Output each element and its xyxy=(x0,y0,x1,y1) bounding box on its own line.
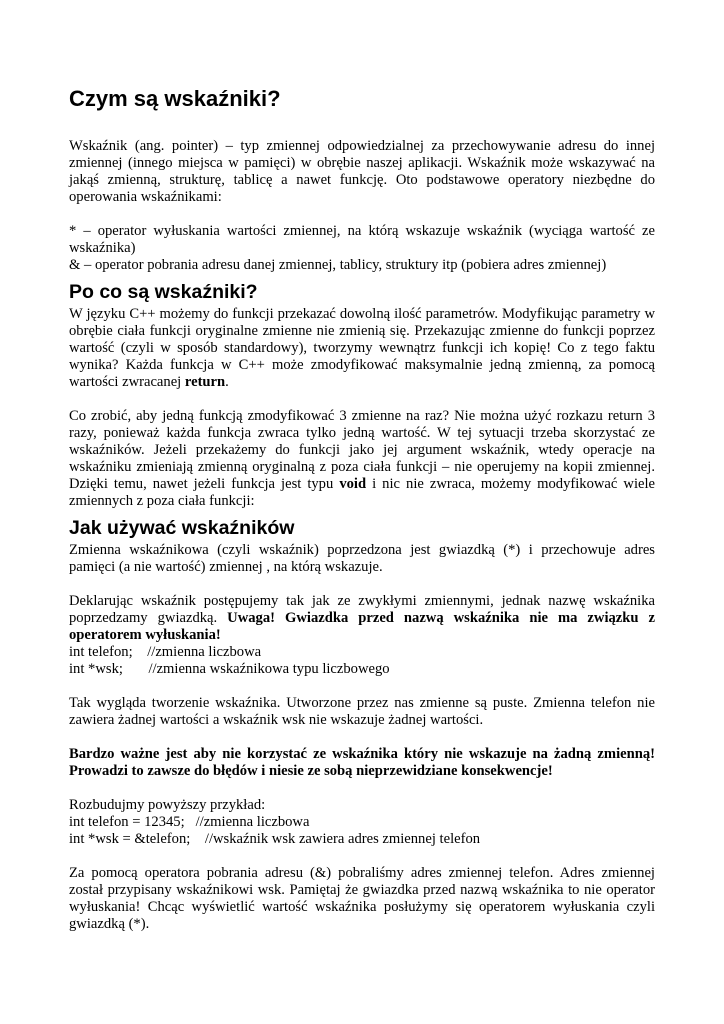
how-paragraph-4: Rozbudujmy powyższy przykład: xyxy=(69,797,266,813)
how-paragraph-1: Zmienna wskaźnikowa (czyli wskaźnik) poprzedzona jest gwiazdką (*) i przechowuje adres pamięci (a nie wartość) zmiennej , na którą wskazuje. xyxy=(69,542,655,575)
code-line: int *wsk = &telefon; //wskaźnik wsk zawiera adres zmiennej telefon xyxy=(69,831,481,847)
intro-paragraph: Wskaźnik (ang. pointer) – typ zmiennej odpowiedzialnej za przechowywanie adresu do innej zmiennej (innego miejsca w pamięci) w obrębie naszej aplikacji. Wskaźnik może wskazywać na jakąś zmienną, strukturę, tablicę a nawet funkcję. Oto podstawowe operatory niezbędne do operowania wskaźnikami: xyxy=(69,138,655,205)
code-line: int telefon; //zmienna liczbowa xyxy=(69,644,262,660)
section-heading-why: Po co są wskaźniki? xyxy=(69,281,258,303)
how-paragraph-3: Tak wygląda tworzenie wskaźnika. Utworzone przez nas zmienne są puste. Zmienna telefon nie zawiera żadnej wartości a wskaźnik wsk nie wskazuje żadnej wartości. xyxy=(69,695,655,728)
document-page xyxy=(69,0,655,933)
keyword-return: return xyxy=(184,374,226,390)
how-paragraph-2: Deklarując wskaźnik postępujemy tak jak ze zwykłymi zmiennymi, jednak nazwę wskaźnika poprzedzamy gwiazdką. Uwaga! Gwiazdka przed nazwą wskaźnika nie ma związku z operatorem wyłuskania! xyxy=(69,593,655,643)
section-heading-how: Jak używać wskaźników xyxy=(69,517,295,539)
page-title: Czym są wskaźniki? xyxy=(69,86,281,111)
warning-paragraph: Bardzo ważne jest aby nie korzystać ze wskaźnika który nie wskazuje na żadną zmienną! Prowadzi to zawsze do błędów i niesie ze sobą nieprzewidziane konsekwencje! xyxy=(69,746,655,779)
code-line: int telefon = 12345; //zmienna liczbowa xyxy=(69,814,310,830)
how-paragraph-5: Za pomocą operatora pobrania adresu (&) pobraliśmy adres zmiennej telefon. Adres zmiennej został przypisany wskaźnikowi wsk. Pamiętaj że gwiazdka przed nazwą wskaźnika to nie operator wyłuskania! Chcąc wyświetlić wartość wskaźnika posłużymy się operatorem wyłuskania czyli gwiazdką (*). xyxy=(69,865,655,932)
why-paragraph-2: Co zrobić, aby jedną funkcją zmodyfikować 3 zmienne na raz? Nie można użyć rozkazu return 3 razy, ponieważ każda funkcja zwraca tylko jedną wartość. W tej sytuacji trzeba skorzystać ze wskaźników. Jeżeli przekażemy do funkcji jako jej argument wskaźnik, wtedy operacje na wskaźniku zmieniają zmienną oryginalną z poza ciała funkcji – nie operujemy na kopii zmiennej. Dzięki temu, nawet jeżeli funkcja jest typu void i nic nie zwraca, możemy modyfikować wiele zmiennych z poza ciała funkcji: xyxy=(69,408,656,509)
keyword-void: void xyxy=(339,476,367,492)
warning-asterisk: Uwaga! Gwiazdka przed nazwą wskaźnika nie ma związku z operatorem wyłuskania! xyxy=(69,610,655,643)
why-paragraph-1: W języku C++ możemy do funkcji przekazać dowolną ilość parametrów. Modyfikując parametry w obrębie ciała funkcji oryginalne zmienne nie zmienią się. Przekazując zmienne do funkcji poprzez wartość (czyli w sposób standardowy), tworzymy wewnątrz funkcji ich kopię! Co z tego faktu wynika? Każda funkcja w C++ może zmodyfikować maksymalnie jedną zmienną, za pomocą wartości zwracanej return. xyxy=(69,306,655,390)
code-line: int *wsk; //zmienna wskaźnikowa typu liczbowego xyxy=(69,661,390,677)
operator-address: & – operator pobrania adresu danej zmiennej, tablicy, struktury itp (pobiera adres zmiennej) xyxy=(69,257,607,273)
operator-dereference: * – operator wyłuskania wartości zmiennej, na którą wskazuje wskaźnik (wyciąga wartość ze wskaźnika) xyxy=(69,223,655,256)
